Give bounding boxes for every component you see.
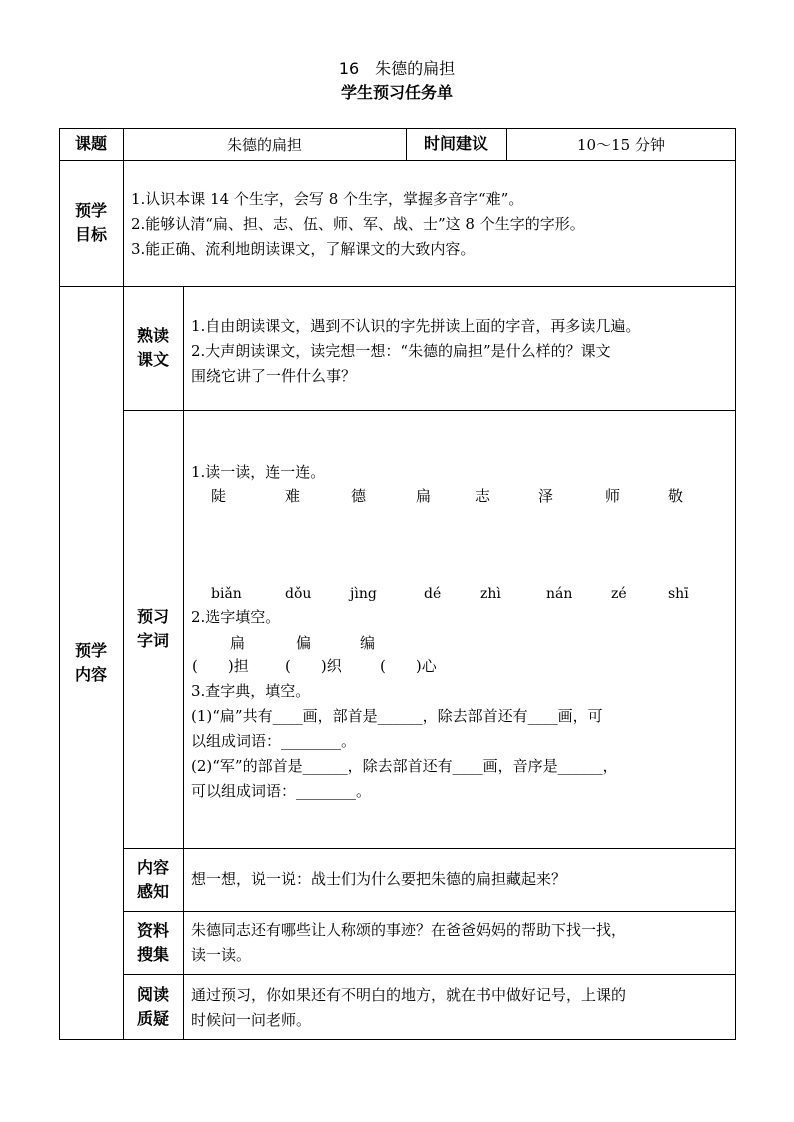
- pinyin: dǒu: [285, 586, 312, 602]
- row-divider: [123, 911, 736, 912]
- reading-label-line1: 熟读: [136, 326, 169, 345]
- questions-label-line2: 质疑: [136, 1009, 169, 1028]
- goal-item-2: 2.能够认清“扁、担、志、伍、师、军、战、士”这 8 个生字的字形。: [131, 215, 585, 233]
- character: 泽: [538, 487, 554, 505]
- words-label: [123, 410, 183, 848]
- pinyin: jìng: [350, 586, 377, 602]
- pinyin: zé: [611, 586, 627, 602]
- words-task-2: 2.选字填空。: [191, 608, 281, 626]
- fill-blank: ( )担: [192, 657, 249, 675]
- time-label: 时间建议: [423, 134, 488, 153]
- question-2-line-2: 可以组成词语：________。: [191, 782, 372, 800]
- time-value: 10～15 分钟: [577, 135, 665, 154]
- question-2-line-1: (2)“军”的部首是______，除去部首还有____画，音序是______，: [191, 757, 618, 775]
- goal-item-3: 3.能正确、流利地朗读课文，了解课文的大致内容。: [131, 240, 476, 258]
- research-label-line1: 资料: [136, 920, 169, 940]
- row-divider: [123, 974, 736, 975]
- row-divider: [59, 160, 736, 161]
- perception-text: 想一想，说一说：战士们为什么要把朱德的扁担藏起来？: [191, 870, 567, 888]
- questions-line-2: 时候问一问老师。: [191, 1011, 312, 1029]
- reading-label: [123, 286, 183, 410]
- character: 师: [605, 487, 621, 505]
- questions-line-1: 通过预习，你如果还有不明白的地方，就在书中做好记号，上课的: [191, 986, 627, 1004]
- pinyin: nán: [546, 586, 573, 602]
- words-task-3: 3.查字典，填空。: [191, 682, 311, 700]
- perception-label-line2: 感知: [136, 881, 169, 901]
- words-task-1: 1.读一读，连一连。: [191, 463, 326, 481]
- question-1-line-1: (1)“扁”共有____画，部首是______，除去部首还有____画，可: [191, 707, 603, 725]
- choice-character: 编: [360, 634, 376, 652]
- reading-label-line2: 课文: [136, 350, 169, 369]
- question-1-line-2: 以组成词语：________。: [191, 732, 357, 750]
- pinyin: shī: [668, 586, 689, 602]
- goals-label-line1: 预学: [74, 201, 107, 220]
- character: 敬: [668, 487, 684, 505]
- fill-blank: ( )织: [285, 657, 342, 675]
- worksheet-subtitle: 学生预习任务单: [340, 83, 453, 102]
- column-divider: [123, 160, 124, 286]
- worksheet-title: 16 朱德的扁担: [338, 59, 456, 78]
- content-label-line2: 内容: [74, 665, 107, 684]
- row-divider: [123, 410, 736, 411]
- reading-line-2: 2.大声朗读课文，读完想一想：“朱德的扁担”是什么样的？课文: [191, 342, 611, 360]
- character: 德: [351, 487, 367, 505]
- character: 难: [285, 487, 301, 505]
- pinyin: biǎn: [211, 586, 242, 602]
- lesson-value: 朱德的扁担: [226, 135, 302, 154]
- questions-label: [123, 974, 183, 1040]
- research-label-line2: 搜集: [136, 944, 169, 964]
- column-divider: [183, 286, 184, 1040]
- pinyin: zhì: [480, 586, 501, 602]
- fill-blank: ( )心: [380, 657, 437, 675]
- reading-line-1: 1.自由朗读课文，遇到不认识的字先拼读上面的字音，再多读几遍。: [191, 317, 641, 335]
- content-label-line1: 预学: [74, 641, 107, 660]
- pinyin: dé: [424, 586, 442, 602]
- words-label-line2: 字词: [136, 631, 169, 650]
- words-label-line1: 预习: [136, 607, 169, 626]
- lesson-label: 课题: [74, 134, 107, 153]
- choice-character: 偏: [296, 634, 312, 652]
- research-line-1: 朱德同志还有哪些让人称颂的事迹？在爸爸妈妈的帮助下找一找，: [191, 921, 627, 939]
- perception-label: [123, 848, 183, 911]
- research-line-2: 读一读。: [191, 946, 252, 964]
- reading-line-3: 围绕它讲了一件什么事？: [191, 367, 357, 385]
- character: 志: [475, 487, 491, 505]
- row-divider: [123, 848, 736, 849]
- character: 扁: [416, 487, 432, 505]
- research-label: [123, 911, 183, 974]
- goals-label: [59, 160, 123, 286]
- choice-character: 扁: [230, 634, 246, 652]
- perception-label-line1: 内容: [136, 857, 169, 877]
- goal-item-1: 1.认识本课 14 个生字，会写 8 个生字，掌握多音字“难”。: [131, 190, 524, 208]
- character: 陡: [211, 487, 227, 505]
- content-label: [59, 286, 123, 1040]
- questions-label-line1: 阅读: [136, 985, 169, 1004]
- goals-label-line2: 目标: [74, 225, 107, 244]
